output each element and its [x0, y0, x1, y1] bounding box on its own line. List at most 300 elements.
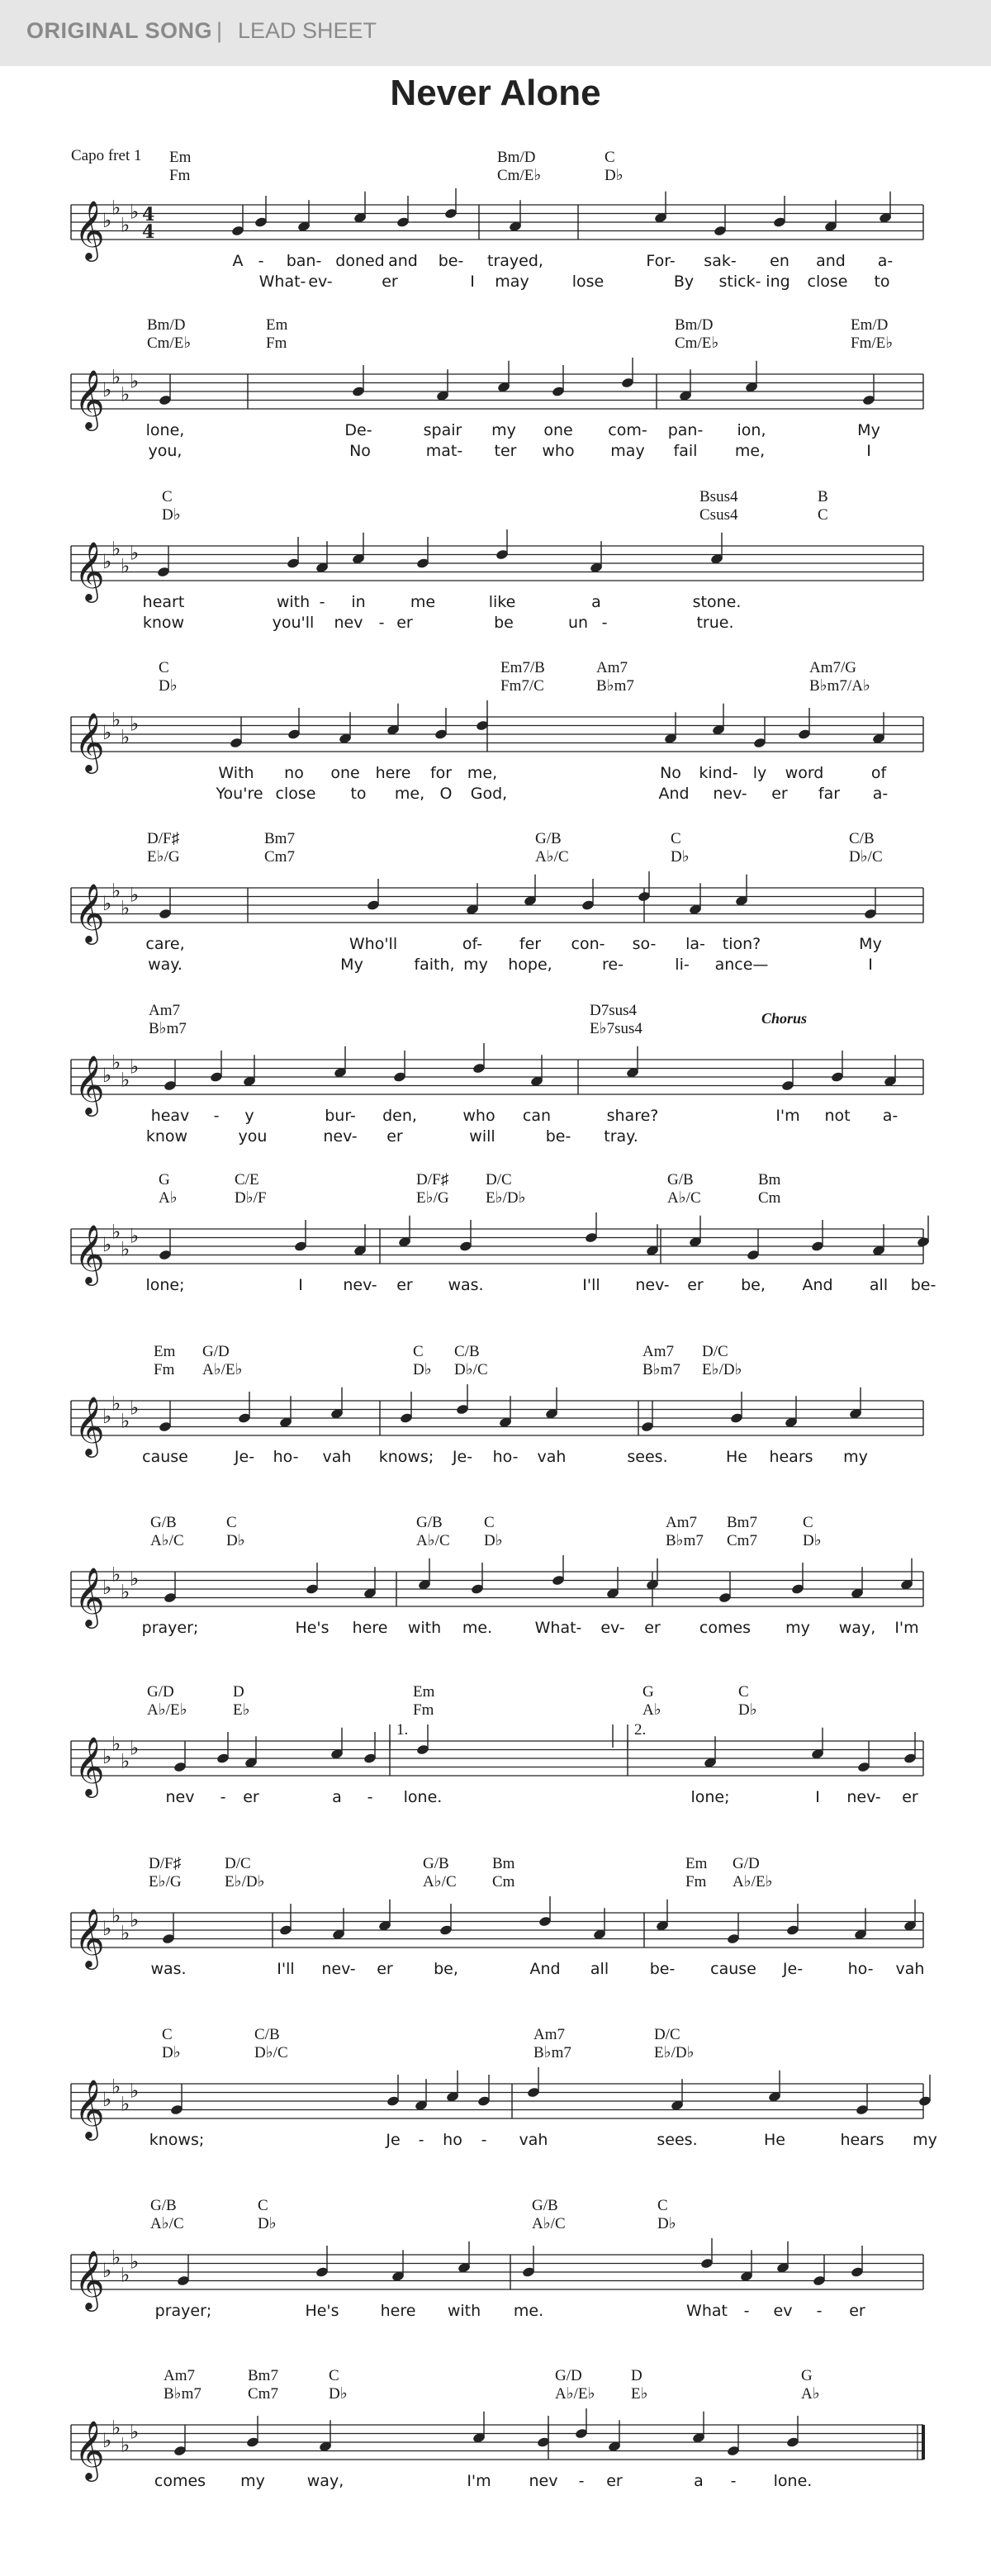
lyric-syllable: be: [494, 614, 514, 632]
lyric-syllable: me: [410, 593, 436, 611]
chord-symbol: Bm: [758, 1171, 781, 1188]
key-flat-icon: ♭: [111, 2246, 121, 2270]
lyric-syllable: lose: [571, 273, 605, 291]
lyric-syllable: a: [591, 593, 601, 611]
lyric-syllable: with: [276, 593, 311, 611]
key-flat-icon: ♭: [102, 1917, 112, 1940]
key-flat-icon: ♭: [111, 2416, 121, 2440]
key-flat-icon: ♭: [111, 365, 121, 389]
key-flat-icon: ♭: [102, 2429, 112, 2452]
lyric-syllable: er: [377, 1960, 393, 1978]
chord-symbol: G/B: [667, 1171, 694, 1188]
lyric-syllable: What-: [258, 273, 306, 291]
chord-symbol: C: [657, 2197, 668, 2214]
key-flat-icon: ♭: [121, 1409, 130, 1433]
chord-symbol: C/B: [849, 830, 875, 847]
chord-symbol-capo: A♭/E♭: [555, 2385, 595, 2403]
lyric-syllable: hears: [769, 1448, 813, 1466]
lyric-hyphen: -: [378, 614, 385, 632]
lyric-syllable: my: [463, 956, 488, 974]
lyric-syllable: close: [275, 785, 316, 803]
chord-symbol: G/B: [416, 1514, 443, 1531]
lyric-syllable: ly: [752, 764, 767, 782]
lyric-line: [0, 1105, 991, 1127]
chord-symbol: C: [605, 149, 615, 166]
lyric-syllable: heart: [142, 593, 185, 611]
lyric-syllable: one: [543, 421, 573, 439]
chord-row: [0, 2367, 991, 2403]
chord-symbol: Am7/G: [809, 659, 856, 676]
chord-symbol: C: [162, 488, 173, 505]
lyric-line: [0, 2470, 991, 2492]
lyric-syllable: De-: [344, 421, 372, 439]
lyric-syllable: Je-: [452, 1448, 473, 1466]
lyric-syllable: la-: [685, 935, 705, 953]
chord-symbol: C: [671, 830, 681, 847]
chord-symbol: C: [738, 1683, 749, 1701]
chord-symbol-capo: D♭: [159, 677, 178, 695]
chord-symbol: D/C: [654, 2026, 680, 2043]
original-song-label: ORIGINAL SONG: [26, 18, 213, 43]
lyric-line: [0, 1617, 991, 1639]
staff-system: [0, 995, 991, 1165]
lyric-syllable: I: [815, 1788, 820, 1806]
lyric-syllable: nev-: [713, 785, 747, 803]
lyric-syllable: Je: [386, 2131, 401, 2149]
lyric-syllable: doned: [335, 252, 385, 270]
lyric-syllable: Je-: [234, 1448, 255, 1466]
chord-symbol: G: [801, 2367, 813, 2384]
lyric-syllable: And: [658, 785, 690, 803]
chord-symbol-capo: A♭/C: [667, 1189, 701, 1207]
lyric-syllable: sak-: [704, 252, 737, 270]
lyric-syllable: be-: [545, 1127, 571, 1146]
staff-system: [0, 2360, 991, 2531]
staff-system: [0, 140, 991, 311]
lyric-syllable: ing: [766, 273, 790, 291]
lyric-syllable: pan-: [667, 421, 704, 439]
chord-symbol: C: [413, 1343, 424, 1360]
key-flat-icon: ♭: [130, 1908, 140, 1932]
lyric-syllable: like: [488, 593, 516, 611]
lyric-syllable: You're: [216, 785, 263, 803]
lyric-syllable: I'm: [467, 2472, 491, 2490]
lyric-syllable: to: [350, 785, 367, 803]
lyric-syllable: A: [232, 252, 244, 270]
staff-system: [0, 1848, 991, 2019]
lyric-syllable: ter: [494, 442, 517, 460]
lyric-hyphen: -: [319, 593, 325, 611]
chord-symbol-capo: D♭: [803, 1532, 822, 1549]
chord-symbol-capo: A♭/C: [416, 1532, 450, 1549]
lyric-syllable: sees.: [627, 1448, 668, 1466]
key-flat-icon: ♭: [121, 1580, 130, 1604]
chord-symbol-capo: D♭/C: [254, 2044, 288, 2061]
chord-symbol: D/F♯: [147, 830, 180, 847]
lyric-line: [0, 1786, 991, 1808]
staff-system: [0, 1677, 991, 1847]
treble-clef-icon: 𝄞: [74, 882, 105, 942]
chord-symbol: D/C: [486, 1171, 512, 1188]
treble-clef-icon: 𝄞: [74, 1735, 105, 1796]
chord-symbol-capo: A♭/C: [150, 2215, 184, 2232]
lyric-syllable: He's: [305, 2302, 339, 2320]
lyric-syllable: No: [349, 442, 371, 460]
lyric-syllable: me,: [467, 764, 498, 782]
chord-symbol-capo: Fm: [266, 334, 287, 352]
chord-symbol-capo: Csus4: [699, 506, 738, 524]
lyric-hyphen: -: [367, 1788, 373, 1806]
chord-symbol-capo: D♭: [738, 1701, 757, 1719]
lyric-hyphen: -: [258, 252, 264, 270]
lyric-line: [0, 1446, 991, 1468]
lyric-syllable: sees.: [657, 2131, 698, 2149]
chord-symbol-capo: Cm: [758, 1189, 781, 1207]
chord-symbol: G/B: [535, 830, 562, 847]
chord-symbol-capo: Fm: [169, 167, 191, 184]
key-flat-icon: ♭: [111, 1051, 121, 1075]
chord-symbol-capo: B♭m7: [164, 2385, 202, 2403]
lyric-hyphen: -: [816, 2302, 823, 2320]
chord-symbol: Em: [266, 316, 288, 334]
lyric-line: [0, 783, 991, 804]
key-flat-icon: ♭: [121, 2433, 130, 2457]
chord-symbol-capo: B♭m7: [149, 1020, 187, 1037]
chord-symbol: C/B: [254, 2026, 280, 2043]
key-flat-icon: ♭: [130, 369, 140, 393]
lyric-line: [0, 1126, 991, 1147]
chord-symbol-capo: B♭m7: [666, 1532, 704, 1549]
chord-symbol: C: [159, 659, 169, 676]
lyric-hyphen: -: [213, 1107, 220, 1125]
chord-symbol-capo: E♭/D♭: [486, 1189, 526, 1207]
chord-symbol-capo: Cm/E♭: [147, 334, 192, 352]
lyric-syllable: a-: [877, 252, 894, 270]
lyric-syllable: den,: [382, 1107, 417, 1125]
lyric-syllable: ho-: [273, 1448, 299, 1466]
chord-symbol: Bsus4: [699, 488, 738, 505]
chord-row: [0, 1002, 991, 1037]
chord-symbol: C: [226, 1514, 237, 1531]
lyric-syllable: tion?: [722, 935, 761, 953]
treble-clef-icon: 𝄞: [74, 1566, 105, 1626]
lyric-syllable: li-: [675, 956, 690, 974]
key-flat-icon: ♭: [102, 378, 112, 401]
key-flat-icon: ♭: [102, 1745, 112, 1768]
lyric-syllable: close: [807, 273, 848, 291]
key-flat-icon: ♭: [130, 2250, 140, 2274]
lyric-syllable: know: [145, 1127, 188, 1146]
lyric-hyphen: -: [481, 2131, 487, 2149]
lyric-line: [0, 250, 991, 272]
lyric-syllable: be,: [434, 1960, 458, 1978]
chord-symbol: B: [818, 488, 828, 505]
treble-clef-icon: 𝄞: [74, 199, 105, 259]
key-flat-icon: ♭: [121, 896, 130, 920]
key-flat-icon: ♭: [121, 1237, 130, 1261]
treble-clef-icon: 𝄞: [74, 1223, 105, 1283]
lyric-hyphen: -: [743, 2302, 750, 2320]
lyric-syllable: mat-: [425, 442, 463, 460]
chord-symbol-capo: A♭: [159, 1189, 178, 1207]
chord-symbol: Bm7: [264, 830, 295, 847]
lyric-syllable: By: [673, 273, 695, 291]
lyric-syllable: here: [352, 1619, 388, 1637]
lyric-syllable: may: [610, 442, 645, 460]
ending-number: 2.: [634, 1721, 647, 1739]
chord-row: [0, 1171, 991, 1207]
key-flat-icon: ♭: [121, 725, 130, 749]
key-flat-icon: ♭: [111, 879, 121, 903]
lyric-syllable: here: [380, 2302, 416, 2320]
lyric-syllable: He's: [295, 1619, 330, 1637]
lyric-syllable: me.: [462, 1619, 493, 1637]
lyric-syllable: lone.: [773, 2472, 813, 2490]
chord-symbol: D/F♯: [149, 1855, 182, 1872]
lyric-syllable: un: [567, 614, 589, 632]
lyric-syllable: ban-: [286, 252, 322, 270]
lyric-syllable: all: [590, 1960, 609, 1978]
lyric-hyphen: -: [418, 2131, 424, 2149]
header-separator: |: [216, 18, 223, 43]
lyric-syllable: trayed,: [487, 252, 543, 270]
lyric-syllable: my: [785, 1619, 810, 1637]
lyric-hyphen: -: [730, 2472, 737, 2490]
chord-symbol-capo: D♭: [162, 2044, 181, 2061]
chord-symbol-capo: E♭: [233, 1701, 250, 1719]
lyric-syllable: lone.: [403, 1788, 443, 1806]
lyric-line: [0, 1958, 991, 1980]
lyric-syllable: With: [218, 764, 254, 782]
chord-symbol-capo: D♭/C: [454, 1361, 488, 1378]
lyric-syllable: nev: [165, 1788, 195, 1806]
key-flat-icon: ♭: [111, 196, 121, 220]
treble-clef-icon: 𝄞: [74, 1054, 105, 1114]
key-flat-icon: ♭: [102, 1064, 112, 1087]
lyric-syllable: comes: [699, 1619, 752, 1637]
chord-symbol-capo: D♭/F: [235, 1189, 267, 1207]
lyric-line: [0, 2129, 991, 2151]
lyric-syllable: er: [382, 273, 398, 291]
lyric-syllable: my: [240, 2472, 265, 2490]
lyric-syllable: way.: [148, 956, 183, 974]
lyric-syllable: far: [818, 785, 841, 803]
chord-symbol-capo: Cm/E♭: [675, 334, 719, 352]
chord-symbol: G: [642, 1683, 654, 1701]
lyric-syllable: y: [244, 1107, 254, 1125]
lyric-syllable: ho: [443, 2131, 462, 2149]
lyric-syllable: er: [243, 1788, 259, 1806]
chord-symbol: Am7: [666, 1514, 697, 1531]
lyric-syllable: with: [407, 1619, 442, 1637]
chord-symbol: Em: [169, 149, 192, 166]
chord-symbol-capo: A♭/C: [532, 2215, 566, 2232]
key-flat-icon: ♭: [121, 554, 130, 578]
chord-symbol: G/B: [150, 1514, 177, 1531]
chord-symbol: G/D: [555, 2367, 582, 2384]
chord-symbol-capo: A♭/C: [423, 1873, 457, 1890]
lyric-syllable: know: [142, 614, 185, 632]
chord-symbol-capo: C: [818, 506, 828, 524]
chord-symbol: Em/D: [851, 316, 889, 334]
key-flat-icon: ♭: [102, 1233, 112, 1256]
lyric-line: [0, 612, 991, 633]
chord-symbol: Em7/B: [500, 659, 545, 676]
key-flat-icon: ♭: [111, 1220, 121, 1244]
lyric-hyphen: -: [220, 1788, 226, 1806]
chord-symbol: G/D: [147, 1683, 174, 1701]
chord-symbol: C: [803, 1514, 813, 1531]
chord-symbol-capo: D♭: [329, 2385, 348, 2403]
chord-symbol: Am7: [149, 1002, 180, 1019]
chord-symbol: G/B: [150, 2197, 177, 2214]
treble-clef-icon: 𝄞: [74, 2419, 105, 2479]
key-flat-icon: ♭: [121, 1068, 130, 1092]
chord-symbol-capo: A♭/E♭: [733, 1873, 773, 1890]
chord-row: [0, 1514, 991, 1549]
lyric-syllable: care,: [145, 935, 185, 953]
staff-system: [0, 2019, 991, 2189]
key-flat-icon: ♭: [111, 2075, 121, 2099]
chord-symbol-capo: Fm: [154, 1361, 175, 1378]
ending-bracket: [390, 1724, 613, 1748]
lyric-syllable: nev-: [323, 1127, 358, 1146]
key-flat-icon: ♭: [102, 1576, 112, 1599]
chord-symbol-capo: A♭: [801, 2385, 820, 2403]
key-flat-icon: ♭: [130, 883, 140, 907]
lyric-syllable: knows;: [378, 1448, 434, 1466]
lyric-syllable: one: [330, 764, 360, 782]
lyric-syllable: er: [386, 1127, 403, 1146]
lyric-syllable: lone;: [145, 1276, 185, 1294]
staff-system: [0, 310, 991, 480]
key-flat-icon: ♭: [102, 2259, 112, 2282]
chord-row: [0, 2026, 991, 2061]
chord-row: [0, 316, 991, 352]
lyric-syllable: er: [849, 2302, 865, 2320]
chord-symbol-capo: D♭: [657, 2215, 676, 2232]
chord-symbol: G: [159, 1171, 170, 1188]
chord-symbol-capo: Cm7: [264, 848, 295, 866]
key-flat-icon: ♭: [102, 721, 112, 744]
lyric-syllable: O: [439, 785, 453, 803]
lyric-syllable: faith,: [414, 956, 455, 974]
lyric-syllable: What-: [534, 1619, 582, 1637]
lyric-syllable: word: [785, 764, 824, 782]
lyric-syllable: Je-: [782, 1960, 804, 1978]
chord-symbol: Bm/D: [147, 316, 186, 334]
chord-symbol-capo: E♭7sus4: [590, 1020, 642, 1037]
lyric-syllable: com-: [608, 421, 647, 439]
chord-symbol: D/C: [702, 1343, 728, 1360]
lyric-syllable: me.: [513, 2302, 544, 2320]
chord-symbol-capo: Fm: [685, 1873, 707, 1890]
chord-symbol: D: [631, 2367, 642, 2384]
chord-symbol: C: [258, 2197, 268, 2214]
chord-symbol-capo: E♭: [631, 2385, 648, 2403]
lyric-syllable: bur-: [325, 1107, 356, 1125]
lyric-syllable: en: [770, 252, 789, 270]
lyric-syllable: can: [522, 1107, 552, 1125]
lyric-syllable: For-: [646, 252, 676, 270]
key-flat-icon: ♭: [130, 2420, 140, 2444]
lyric-syllable: He: [764, 2131, 785, 2149]
chord-symbol: C: [162, 2026, 173, 2043]
lyric-syllable: fail: [673, 442, 698, 460]
chord-symbol: D/F♯: [416, 1171, 449, 1188]
chord-symbol-capo: D♭: [484, 1532, 503, 1549]
lyric-syllable: I'm: [894, 1619, 919, 1637]
chord-symbol-capo: E♭/D♭: [702, 1361, 742, 1378]
lyric-syllable: not: [824, 1107, 851, 1125]
lyric-syllable: I'll: [277, 1960, 295, 1978]
lyric-syllable: knows;: [149, 2131, 205, 2149]
chord-symbol-capo: D♭: [605, 167, 624, 184]
staff-system: [0, 1165, 991, 1335]
chord-row: [0, 1683, 991, 1719]
time-signature: 4: [142, 204, 155, 225]
key-flat-icon: ♭: [130, 2079, 140, 2103]
lyric-syllable: ev: [773, 2302, 793, 2320]
song-title: Never Alone: [390, 73, 601, 113]
lyric-syllable: lone,: [145, 421, 185, 439]
lyric-syllable: with: [447, 2302, 481, 2320]
key-flat-icon: ♭: [130, 200, 140, 224]
lyric-syllable: and: [388, 252, 418, 270]
lyric-syllable: spair: [423, 421, 462, 439]
lyric-syllable: fer: [519, 935, 542, 953]
staff-system: [0, 652, 991, 823]
lyric-syllable: nev-: [846, 1788, 881, 1806]
chord-symbol-capo: E♭/G: [416, 1189, 449, 1207]
lyric-syllable: My: [857, 421, 880, 439]
lyric-hyphen: -: [601, 614, 608, 632]
lyric-syllable: er: [902, 1788, 918, 1806]
lyric-syllable: a: [332, 1788, 342, 1806]
key-flat-icon: ♭: [121, 382, 130, 406]
lyric-syllable: no: [284, 764, 304, 782]
lyric-syllable: heav: [150, 1107, 190, 1125]
treble-clef-icon: 𝄞: [74, 2249, 105, 2309]
chord-symbol-capo: E♭/G: [147, 848, 180, 866]
lyric-syllable: be-: [910, 1276, 936, 1294]
lyric-syllable: and: [816, 252, 846, 270]
key-flat-icon: ♭: [130, 1396, 140, 1420]
lyric-syllable: of: [870, 764, 887, 782]
lyric-syllable: ho-: [492, 1448, 519, 1466]
lyric-syllable: cause: [710, 1960, 756, 1978]
lyric-syllable: I: [298, 1276, 303, 1294]
lyric-syllable: stick-: [718, 273, 761, 291]
lyric-line: [0, 2300, 991, 2322]
chord-symbol-capo: Cm7: [727, 1532, 757, 1549]
chord-symbol: Bm/D: [675, 316, 714, 334]
lyric-syllable: you: [238, 1127, 268, 1146]
chord-symbol: D7sus4: [590, 1002, 638, 1019]
chord-symbol-capo: B♭m7/A♭: [809, 677, 870, 695]
chord-symbol-capo: Fm7/C: [500, 677, 544, 695]
chord-symbol-capo: E♭/D♭: [654, 2044, 695, 2061]
chord-row: [0, 659, 991, 695]
treble-clef-icon: 𝄞: [74, 2078, 105, 2138]
lyric-syllable: to: [874, 273, 890, 291]
lyric-syllable: true.: [696, 614, 734, 632]
lyric-line: [0, 762, 991, 784]
chord-symbol-capo: Cm/E♭: [497, 167, 542, 184]
lyric-syllable: prayer;: [154, 2302, 212, 2320]
lyric-syllable: me,: [394, 785, 425, 803]
key-flat-icon: ♭: [102, 550, 112, 573]
